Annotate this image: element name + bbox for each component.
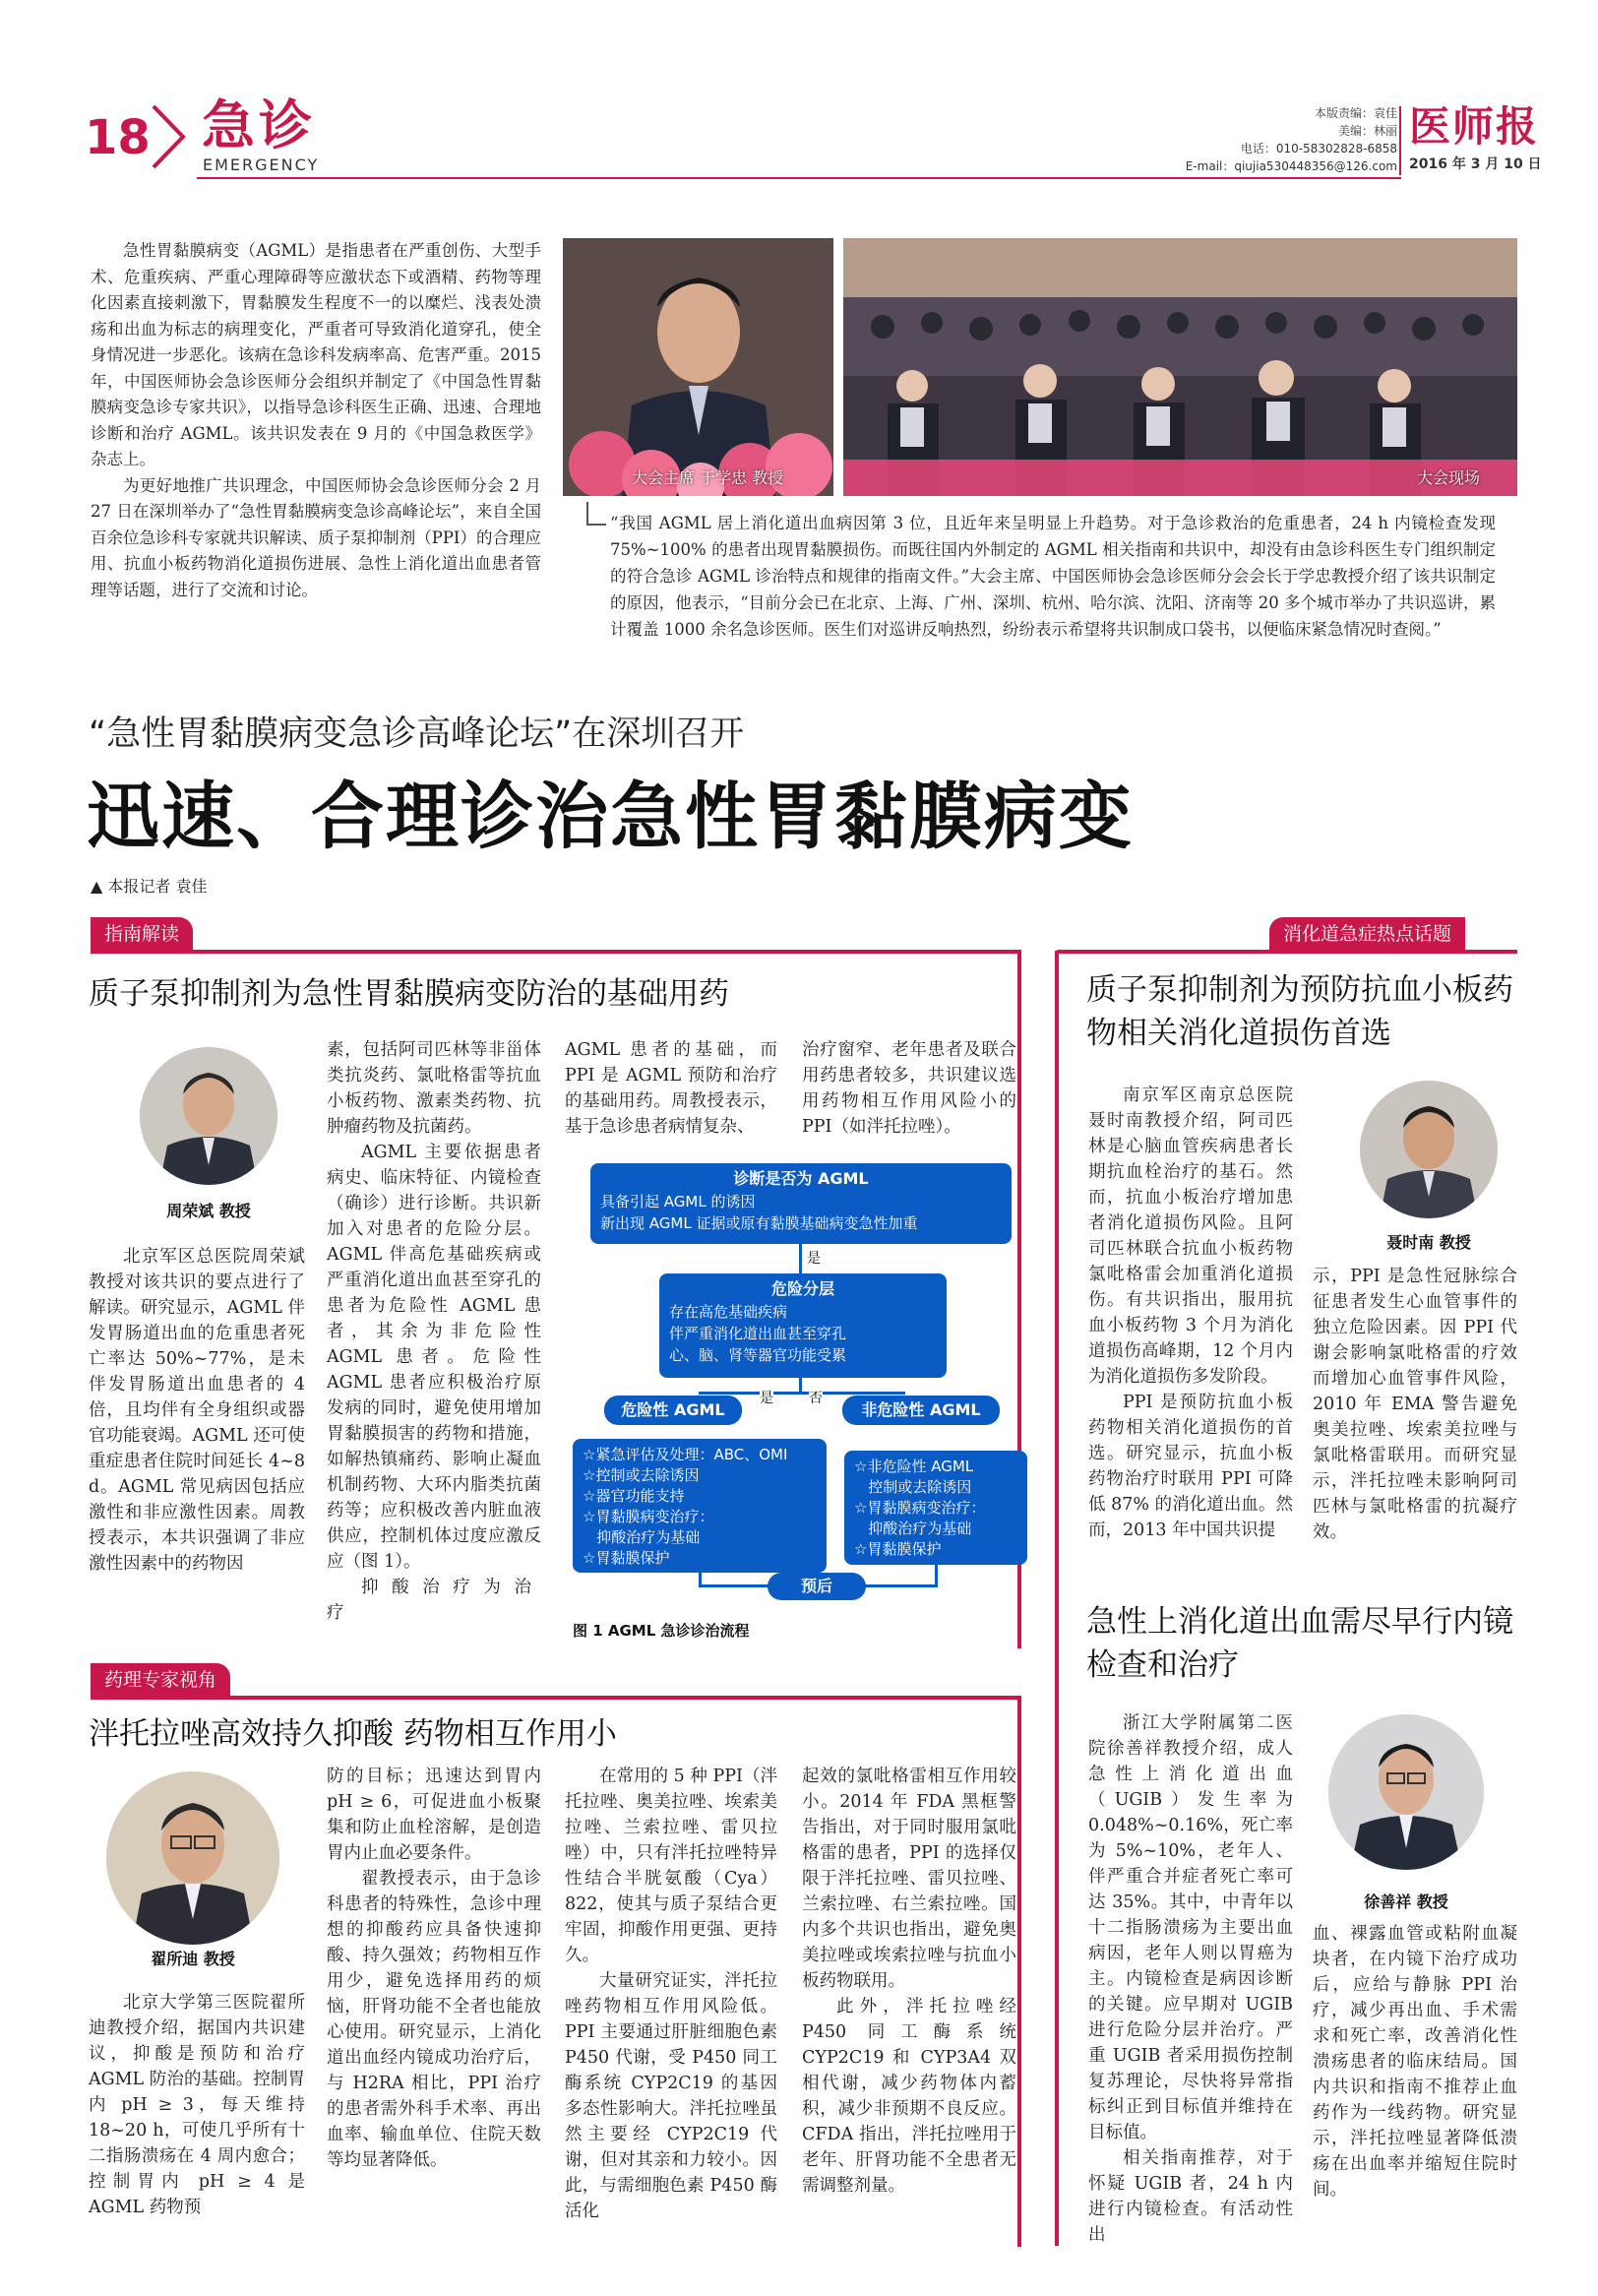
- sec2-col2: [327, 1764, 541, 2173]
- side2-left2-text: 相关指南推荐，对于怀疑 UGIB 者，24 h 内进行内镜检查。有活动性出: [1088, 2148, 1293, 2245]
- pharma-tag: 药理专家视角: [91, 1663, 230, 1697]
- sec2-frame-top: [91, 1696, 1021, 1700]
- fc-risk-title: 危险分层: [770, 1279, 834, 1298]
- side-frame-left: [1055, 951, 1059, 2246]
- side1-left2-text: PPI 是预防抗血小板药物相关消化道损伤的首选。研究显示，抗血小板药物治疗时联用 PPI 可降低 87% 的消化道出血。然而，2013 年中国共识提: [1088, 1393, 1293, 1540]
- section-subtitle: EMERGENCY: [203, 155, 320, 174]
- fc-connector-2: [799, 1378, 802, 1392]
- sec2-col2-text: 防的目标；迅速达到胃内 pH ≥ 6，可促进血小板聚集和防止血栓溶解，是创造胃内止血必要条件。: [327, 1767, 541, 1863]
- fc-connector-5: [935, 1565, 938, 1586]
- sec2-col1-text: 北京大学第三医院翟所迪教授介绍，据国内共识建议，抑酸是预防和治疗 AGML 防治的基础。控制胃内 pH ≥ 3，每天维持 18~20 h，可使几乎所有十二指肠溃疡在 4 周内愈合；控制胃内 pH ≥ 4 是 AGML 药物预: [89, 1993, 305, 2217]
- fc-yes-2: 是: [760, 1388, 773, 1407]
- sec1-col2c-text: 抑酸治疗为治疗: [327, 1578, 541, 1623]
- venue-caption: 大会现场: [1416, 468, 1480, 487]
- sec1-col2b-text: AGML 主要依据患者病史、临床特征、内镜检查（确诊）进行诊断。共识新加入对患者的危险分层。AGML 伴高危基础疾病或严重消化道出血甚至穿孔的患者为危险性 AGML 患者，其余为非危险性 AGML 患者。危险性 AGML 患者应积极治疗原发病的同时，避免使用增加胃黏膜损害的药物和措施，如解热镇痛药、影响止凝血机制药物、大环内脂类抗菌药等；应积极改善内脏血液供应，控制机体过度应激反应（图 1）。: [327, 1143, 541, 1572]
- sec1-col3-text: AGML 患者的基础，而 PPI 是 AGML 预防和治疗的基础用药。周教授表示，基于急诊患者病情复杂、: [565, 1040, 777, 1137]
- masthead-rule: [197, 177, 1401, 179]
- fc-danger-item-2: ☆控制或去除诱因: [583, 1466, 700, 1484]
- quote-text: “我国 AGML 居上消化道出血病因第 3 位，且近年来呈明显上升趋势。对于急诊救治的危重患者，24 h 内镜检查发现 75%~100% 的患者出现胃黏膜损伤。而既往国内外制定的 AGML 相关指南和共识中，却没有由急诊科医生专门组织制定的符合急诊 AGML 诊治特点和规律的指南文件。”大会主席、中国医师协会急诊医师分会会长于学忠教授介绍了该共识制定的原因，他表示，“目前分会已在北京、上海、广州、深圳、杭州、哈尔滨、沈阳、济南等 20 多个城市举办了共识巡讲，累计覆盖 1000 余名急诊医师。医生们对巡讲反响热烈，纷纷表示希望将共识制成口袋书，以便临床紧急情况时查阅。”: [610, 514, 1496, 639]
- side1-col-right: [1313, 1264, 1517, 1545]
- fc-risk-line3: 心、脑、肾等器官功能受累: [669, 1346, 847, 1364]
- hot-topic-tag: 消化道急症热点话题: [1269, 917, 1465, 951]
- sec2-col2b-text: 翟教授表示，由于急诊科患者的特殊性，急诊中理想的抑酸药应具备快速抑酸、持久强效；药物相互作用少，避免选择用药的烦恼，肝肾功能不全者也能放心使用。研究显示，上消化道出血经内镜成功治疗后，与 H2RA 相比，PPI 治疗的患者需外科手术率、再出血率、输血单位、住院天数等均显著降低。: [327, 1869, 541, 2170]
- fc-caption: 图 1 AGML 急诊诊治流程: [573, 1622, 750, 1640]
- fc-nondanger-item-1: ☆非危险性 AGML: [854, 1458, 974, 1475]
- fc-prognosis-box: 预后: [768, 1573, 866, 1600]
- side1-left-text: 南京军区南京总医院聂时南教授介绍，阿司匹林是心脑血管疾病患者长期抗血栓治疗的基石。然而，抗血小板治疗增加患者消化道损伤风险。且阿司匹林联合抗血小板药物氯吡格雷会加重消化道损伤。有共识指出，服用抗血小板药物 3 个月为消化道损伤高峰期，12 个月内为消化道损伤多发阶段。: [1088, 1086, 1293, 1387]
- nie-portrait: [1360, 1081, 1498, 1218]
- fc-nondanger-item-3: ☆胃黏膜病变治疗：: [854, 1499, 986, 1517]
- intro-text: [91, 238, 541, 603]
- person-avatar-icon: [140, 1047, 277, 1185]
- side-title-1: 质子泵抑制剂为预防抗血小板药物相关消化道损伤首选: [1086, 972, 1513, 1051]
- art-editor-line: 美编：林丽: [1337, 124, 1397, 138]
- side2-right-text: 血、裸露血管或粘附血凝块者，在内镜下治疗成功后，应给与静脉 PPI 治疗，减少再出血、手术需求和死亡率，改善消化性溃疡患者的临床结局。国内共识和指南不推荐止血药作为一线药物。研究显示，泮托拉唑显著降低溃疡在出血率并缩短住院时间。: [1313, 1924, 1517, 2200]
- zhai-caption: 翟所迪 教授: [151, 1950, 235, 1968]
- sec2-col4: [802, 1764, 1016, 2199]
- chair-photo: [563, 238, 833, 496]
- fc-danger-actions: [573, 1439, 827, 1573]
- sec2-col1: [89, 1990, 305, 2220]
- fc-risk-line2: 伴严重消化道出血甚至穿孔: [669, 1325, 847, 1342]
- fc-diagnosis-line1: 具备引起 AGML 的诱因: [600, 1193, 756, 1210]
- editor-info: [1161, 104, 1397, 175]
- side2-col-left: [1088, 1710, 1293, 2248]
- fc-diagnosis-title: 诊断是否为 AGML: [733, 1169, 869, 1188]
- side2-left-text: 浙江大学附属第二医院徐善祥教授介绍，成人急性上消化道出血（UGIB）发生率为 0.048%~0.16%，死亡率为 5%~10%，老年人、伴严重合并症者死亡率可达 35%。其中，中青年以十二指肠溃疡为主要出血病因，老年人则以胃癌为主。内镜检查是病因诊断的关键。应早期对 UGIB 进行危险分层并治疗。严重 UGIB 者采用损伤控制复苏理论，尽快将异常指标纠正到目标值并维持在目标值。: [1088, 1713, 1293, 2142]
- fc-danger-box: 危险性 AGML: [604, 1396, 742, 1425]
- nie-caption: 聂时南 教授: [1386, 1233, 1471, 1252]
- fc-nondanger-box: 非危险性 AGML: [842, 1396, 1000, 1425]
- paper-logo: 医师报: [1409, 102, 1540, 151]
- headline-title: 迅速、合理诊治急性胃黏膜病变: [87, 775, 1134, 859]
- fc-diagnosis-box: [590, 1163, 1012, 1244]
- sec2-frame-right: [1017, 1696, 1021, 2247]
- editor-line: 本版责编：袁佳: [1314, 106, 1397, 120]
- fc-danger-item-5: 抑酸治疗为基础: [583, 1528, 701, 1546]
- chair-caption: 大会主席 于学忠 教授: [632, 468, 784, 487]
- xu-caption: 徐善祥 教授: [1364, 1893, 1448, 1911]
- fc-risk-line1: 存在高危基础疾病: [669, 1303, 788, 1321]
- chevron-right-icon: [148, 102, 191, 171]
- fc-danger-item-4: ☆胃黏膜病变治疗：: [583, 1508, 714, 1525]
- sec1-col3: [565, 1037, 777, 1140]
- sec1-col4: [802, 1037, 1016, 1140]
- sec2-title: 泮托拉唑高效持久抑酸 药物相互作用小: [89, 1716, 617, 1752]
- section-title: 急诊: [202, 94, 316, 156]
- sec1-title: 质子泵抑制剂为急性胃黏膜病变防治的基础用药: [89, 976, 729, 1012]
- fc-nondanger-item-2: 控制或去除诱因: [854, 1478, 972, 1496]
- guide-tag: 指南解读: [91, 917, 193, 951]
- fc-danger-item-1: ☆紧急评估及处理：ABC、OMI: [583, 1446, 788, 1463]
- headline-kicker: “急性胃黏膜病变急诊高峰论坛”在深圳召开: [89, 714, 745, 754]
- sec2-col3: [565, 1764, 777, 2224]
- phone-line: 电话：010-58302828-6858: [1240, 142, 1397, 155]
- side-title-2: 急性上消化道出血需尽早行内镜检查和治疗: [1086, 1604, 1513, 1683]
- sec2-col4b-text: 此外，泮托拉唑经 P450 同工酶系统 CYP2C19 和 CYP3A4 双相代谢，减少药物体内蓄积，减少非预期不良反应。CFDA 指出，泮托拉唑用于老年、肝肾功能不全患者无需调整剂量。: [802, 1997, 1016, 2196]
- masthead-divider: [1399, 106, 1401, 175]
- zhai-portrait: [106, 1771, 279, 1945]
- page-number: 18: [85, 110, 151, 165]
- quote-connector-h: [586, 524, 606, 526]
- fc-yes-1: 是: [807, 1248, 821, 1268]
- fc-diagnosis-line2: 新出现 AGML 证据或原有黏膜基础病变急性加重: [600, 1214, 918, 1232]
- sec2-col3b-text: 大量研究证实，泮托拉唑药物相互作用风险低。PPI 主要通过肝脏细胞色素 P450 代谢，受 P450 同工酶系统 CYP2C19 的基因多态性影响大。泮托拉唑虽然主要经 CYP2C19 代谢，但对其亲和力较小。因此，与需细胞色素 P450 酶活化: [565, 1971, 777, 2221]
- sec2-col4-text: 起效的氯吡格雷相互作用较小。2014 年 FDA 黑框警告指出，对于同时服用氯吡格雷的患者，PPI 的选择仅限于泮托拉唑、雷贝拉唑、兰索拉唑、右兰索拉唑。国内多个共识也指出，避免奥美拉唑或埃索拉唑与抗血小板药物联用。: [802, 1767, 1016, 1991]
- person-avatar-icon: [1360, 1081, 1498, 1218]
- intro-paragraph-1: 急性胃黏膜病变（AGML）是指患者在严重创伤、大型手术、危重疾病、严重心理障碍等应激状态下或酒精、药物等理化因素直接刺激下，胃黏膜发生程度不一的以糜烂、浅表处溃疡和出血为标志的病理变化，严重者可导致消化道穿孔，使全身情况进一步恶化。该病在急诊科发病率高、危害严重。2015 年，中国医师协会急诊医师分会组织并制定了《中国急性胃黏膜病变急诊专家共识》，以指导急诊科医生正确、迅速、合理地诊断和治疗 AGML。该共识发表在 9 月的《中国急救医学》杂志上。: [91, 241, 541, 468]
- fc-connector-3: [699, 1392, 905, 1395]
- person-avatar-icon: [106, 1771, 279, 1945]
- sec2-col3-text: 在常用的 5 种 PPI（泮托拉唑、奥美拉唑、埃索美拉唑、兰索拉唑、雷贝拉唑）中，只有泮托拉唑特异性结合半胱氨酸（Cya）822，使其与质子泵结合更牢固，抑酸作用更强、更持久。: [565, 1767, 777, 1965]
- sec1-col2-text: 素，包括阿司匹林等非甾体类抗炎药、氯吡格雷等抗血小板药物、激素类药物、抗肿瘤药物及抗菌药。: [327, 1040, 541, 1137]
- sec1-col1-text: 北京军区总医院周荣斌教授对该共识的要点进行了解读。研究显示，AGML 伴发胃肠道出血的危重患者死亡率达 50%~77%，是未伴发胃肠道出血患者的 4 倍，且均伴有全身组织或器官功能衰竭。AGML 还可使重症患者住院时间延长 4~8 d。AGML 常见病因包括应激性和非应激性因素。周教授表示，本共识强调了非应激性因素中的药物因: [89, 1247, 305, 1574]
- side2-col-right: [1313, 1921, 1517, 2203]
- fc-nondanger-actions: [844, 1451, 1027, 1565]
- person-avatar-icon: [1328, 1714, 1484, 1870]
- fc-no-2: 否: [809, 1388, 823, 1407]
- xu-portrait: [1328, 1714, 1484, 1870]
- sec1-col4-text: 治疗窗窄、老年患者及联合用药患者较多，共识建议选用药物相互作用风险小的 PPI（如泮托拉唑）。: [802, 1040, 1016, 1137]
- fc-connector-1: [799, 1244, 802, 1273]
- fc-danger-item-3: ☆器官功能支持: [583, 1487, 685, 1505]
- quote-connector: [586, 502, 588, 524]
- side1-right-text: 示，PPI 是急性冠脉综合征患者发生心血管事件的独立危险因素。因 PPI 代谢会影响氯吡格雷的疗效而增加心血管事件风险，2010 年 EMA 警告避免奥美拉唑、埃索美拉唑与氯吡格雷联用。而研究显示，泮托拉唑未影响阿司匹林与氯吡格雷的抗凝疗效。: [1313, 1267, 1517, 1542]
- fc-risk-box: [659, 1273, 947, 1378]
- audience-scene-icon: [843, 238, 1517, 496]
- intro-paragraph-2: 为更好地推广共识理念，中国医师协会急诊医师分会 2 月 27 日在深圳举办了“急性胃黏膜病变急诊高峰论坛”，来自全国百余位急诊科专家就共识解读、质子泵抑制剂（PPI）的合理应用、抗血小板药物消化道损伤进展、急性上消化道出血患者管理等话题，进行了交流和讨论。: [91, 475, 541, 599]
- email-line: E-mail：qiujia530448356@126.com: [1185, 159, 1397, 173]
- person-silhouette-icon: [563, 238, 833, 496]
- fc-danger-item-6: ☆胃黏膜保护: [583, 1549, 670, 1567]
- issue-date: 2016 年 3 月 10 日: [1409, 156, 1542, 172]
- zhou-portrait: [140, 1047, 277, 1185]
- venue-photo: [843, 238, 1517, 496]
- side1-col-left: [1088, 1083, 1293, 1543]
- sec1-col2: [327, 1037, 541, 1626]
- sec1-frame-top: [91, 950, 1021, 954]
- fc-nondanger-item-5: ☆胃黏膜保护: [854, 1540, 942, 1558]
- sec1-col1: [89, 1244, 305, 1577]
- fc-nondanger-item-4: 抑酸治疗为基础: [854, 1520, 972, 1537]
- byline: ▲ 本报记者 袁佳: [91, 877, 208, 896]
- zhou-caption: 周荣斌 教授: [166, 1202, 251, 1220]
